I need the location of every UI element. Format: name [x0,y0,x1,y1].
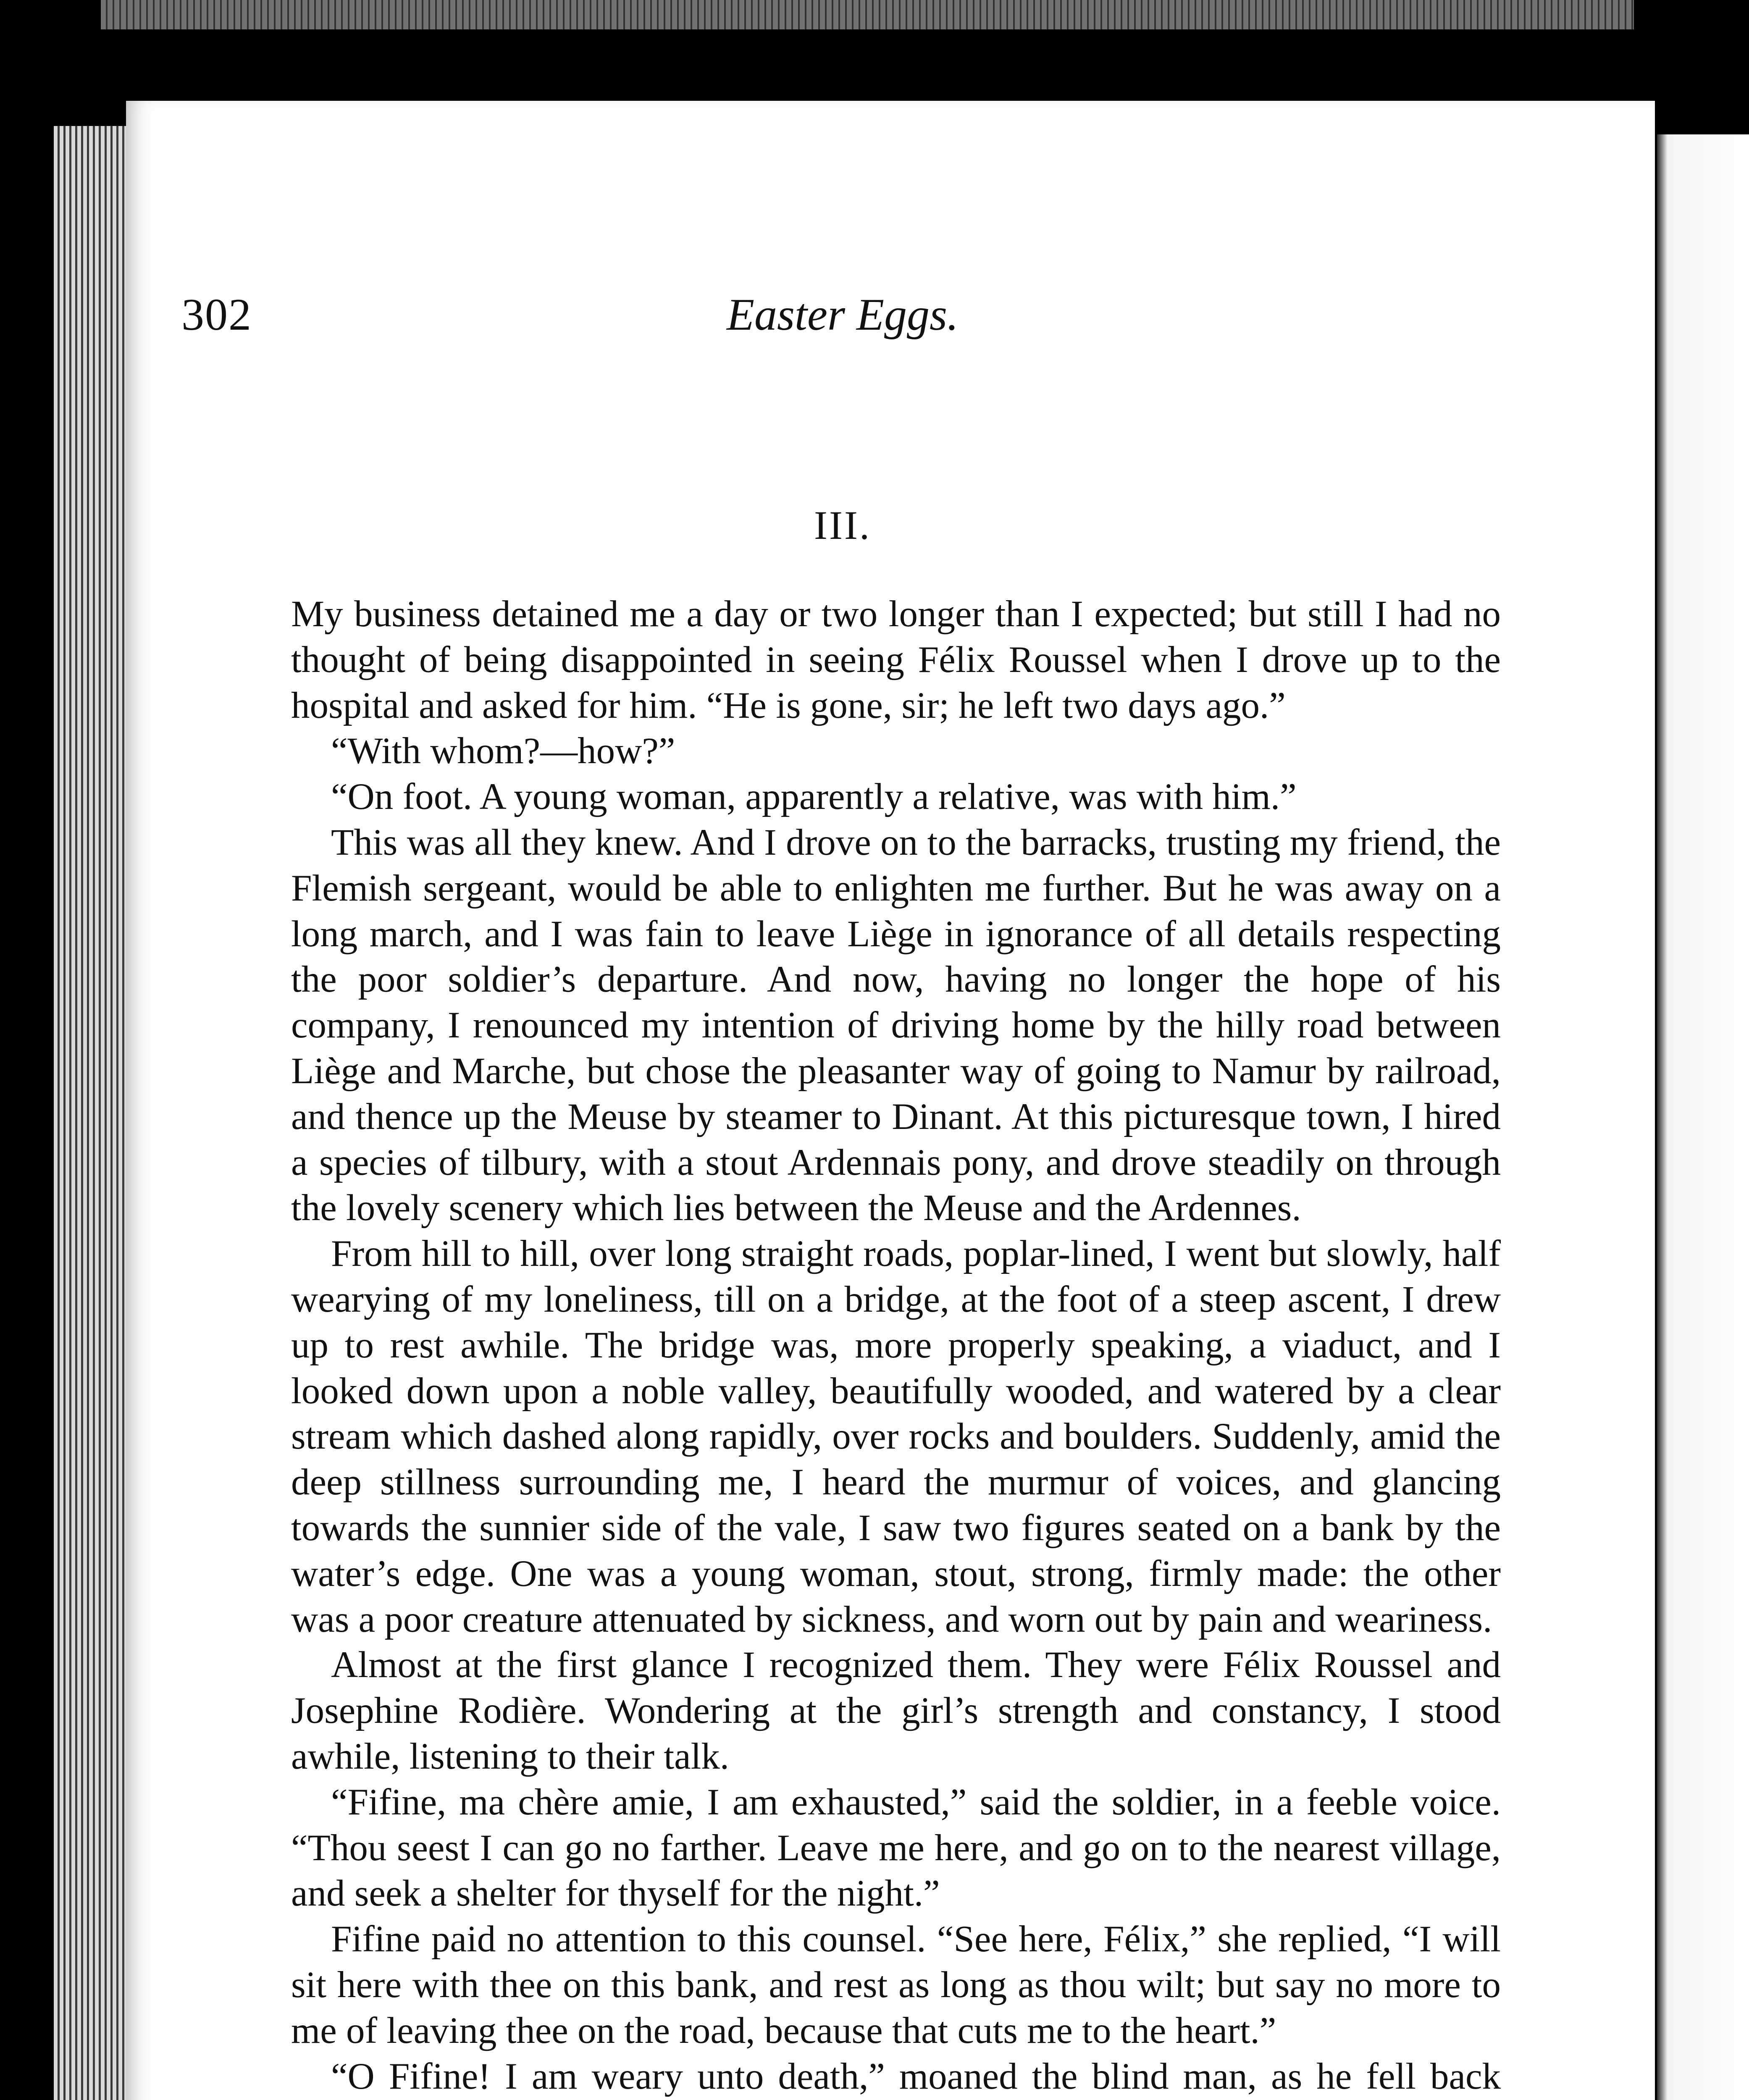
paragraph: “On foot. A young woman, apparently a relative, was with him.” [331,776,1297,818]
paragraph: From hill to hill, over long straight roads, poplar-lined, I went but slowly, half wearying of my loneliness, till on a bridge, at the foot of a steep ascent, I drew up to rest awhile. The bridge was, more properly speaking, a viaduct, and I looked down upon a noble valley, beautifully wooded, and watered by a clear stream which dashed along rapidly, over rocks and boulders. Suddenly, amid the deep stillness surrounding me, I heard the murmur of voices, and glancing towards the sunnier side of the vale, I saw two figures seated on a bank by the water’s edge. One was a young woman, stout, strong, firmly made: the other was a poor creature attenuated by sickness, and worn out by pain and weariness. [291,1233,1501,1640]
paragraph: Almost at the first glance I recognized them. They were Félix Roussel and Josephine Rodière. Wondering at the girl’s strength and constancy, I stood awhile, listening to their talk. [291,1644,1501,1777]
running-title: Easter Eggs. [727,290,959,340]
paragraph: Fifine paid no attention to this counsel. “See here, Félix,” she replied, “I will sit here with thee on this bank, and rest as long as thou wilt; but say no more to me of leaving thee on the road, because that cuts me to the heart.” [291,1919,1501,2051]
page-stack-edges [54,126,134,2100]
paragraph: My business detained me a day or two longer than I expected; but still I had no thought of being disappointed in seeing Félix Roussel when I drove up to the hospital and asked for him. “He is gone, sir; he left two days ago.” [291,593,1501,726]
page-number: 302 [181,290,252,340]
paragraph: “O Fifine! I am weary unto death,” moaned the blind man, as he fell back [331,2055,1501,2097]
facing-page-edge [1657,134,1749,2100]
paragraph: “Fifine, ma chère amie, I am exhausted,” said the soldier, in a feeble voice. “Thou seest I can go no farther. Leave me here, and go on to the nearest village, and seek a shelter for thyself for the night.” [291,1781,1501,1914]
book-top-edge [101,0,1634,29]
page-header [181,289,1504,348]
section-heading: III. [814,503,871,548]
body-text [291,591,1501,2100]
paragraph: “With whom?—how?” [331,730,675,772]
paragraph: This was all they knew. And I drove on to the barracks, trusting my friend, the Flemish sergeant, would be able to enlighten me further. But he was away on a long march, and I was fain to leave Liège in ignorance of all details respecting the poor soldier’s departure. And now, having no longer the hope of his company, I renounced my intention of driving home by the hilly road between Liège and Marche, but chose the pleasanter way of going to Namur by railroad, and thence up the Meuse by steamer to Dinant. At this picturesque town, I hired a species of tilbury, with a stout Ardennais pony, and drove steadily on through the lovely scenery which lies between the Meuse and the Ardennes. [291,822,1501,1229]
